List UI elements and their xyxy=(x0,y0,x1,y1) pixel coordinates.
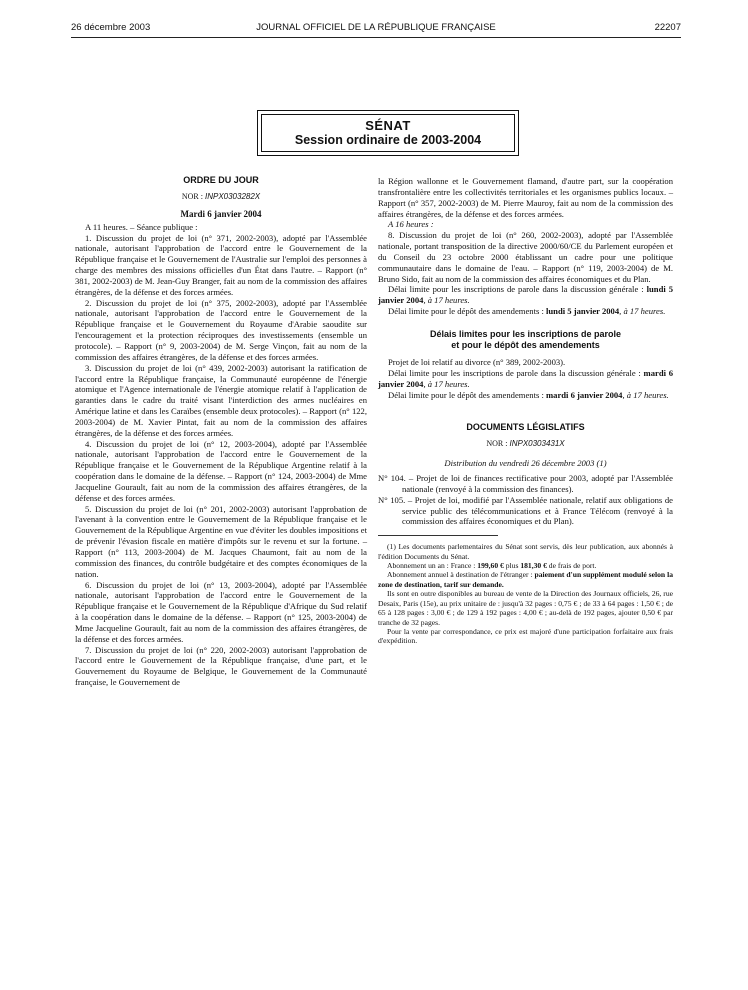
afternoon-time: A 16 heures : xyxy=(388,219,434,230)
footnote-mail-order: Pour la vente par correspondance, ce prix est majoré d'une participation forfaitaire aux frais d'expédition. xyxy=(378,626,673,646)
documents-heading: DOCUMENTS LÉGISLATIFS xyxy=(466,422,585,433)
documents-nor-code: INPX0303431X xyxy=(509,439,565,449)
agenda-item-7-continued: la Région wallonne et le Gouvernement flamand, d'autre part, sur la coopération transfrontalière entre les collectivités territoriales et les organismes publics locaux. – Rapport (n° 357, 2002-2003) de M. Pierre Mauroy, fait au nom de la commission des affaires étrangères, de la défense et des forces armées. xyxy=(378,176,673,219)
nor-code: INPX0303282X xyxy=(204,192,261,201)
senat-title: SÉNAT xyxy=(365,118,411,133)
ordre-du-jour-heading: ORDRE DU JOUR xyxy=(183,175,259,185)
footnote-abroad: Abonnement annuel à destination de l'étranger : paiement d'un supplément modulé selon la zone de destination, tarif sur demande. xyxy=(378,570,674,589)
distribution-line: Distribution du vendredi 26 décembre 2003 (1) xyxy=(444,458,607,469)
footnote-1: (1) Les documents parlementaires du Sénat sont servis, dès leur publication, aux abonnés à l'édition Documents du Sénat. xyxy=(378,542,673,561)
agenda-item-3: 3. Discussion du projet de loi (n° 439, 2002-2003) autorisant la ratification de l'accord entre la République française, la Communauté européenne de l'énergie atomique et l'Agence internationale de l'énergie atomique relatif à l'application de garanties dans le cadre du traité visant l'interdiction des armes nucléaires en Amérique latine et dans les Caraïbes (ensemble deux protocoles). – Rapport (n° 122, 2003-2004) de M. Xavier Pintat, fait au nom de la commission des affaires étrangères, de la défense et des forces armées. xyxy=(75,362,367,438)
header-date: 26 décembre 2003 xyxy=(71,22,151,33)
header-rule xyxy=(71,37,681,38)
document-item-104: N° 104. – Projet de loi de finances rectificative pour 2003, adopté par l'Assemblée nationale (renvoyé à la commission des finances). xyxy=(378,473,673,494)
deadline-speakers: Délai limite pour les inscriptions de parole dans la discussion générale : lundi 5 janvier 2004, à 17 heures. xyxy=(378,284,674,306)
deadline-amendments: Délai limite pour le dépôt des amendements : lundi 5 janvier 2004, à 17 heures. xyxy=(388,306,666,317)
footnote-subscription: Abonnement un an : France : 199,60 € plus 181,30 € de frais de port. xyxy=(387,561,597,571)
journal-title: JOURNAL OFFICIEL DE LA RÉPUBLIQUE FRANÇAISE xyxy=(256,22,496,33)
agenda-item-8: 8. Discussion du projet de loi (n° 260, 2002-2003), adopté par l'Assemblée nationale, portant transposition de la directive 2000/60/CE du Parlement européen et du Conseil du 23 octobre 2000 établissant un cadre pour une politique communautaire dans le domaine de l'eau. – Rapport (n° 119, 2003-2004) de M. Bruno Sido, fait au nom de la commission des affaires économiques et du Plan. xyxy=(378,230,673,284)
agenda-item-5: 5. Discussion du projet de loi (n° 201, 2002-2003) autorisant l'approbation de l'avenant à la convention entre le Gouvernement de la République française et le Gouvernement de la République Argentine en vue d'éviter les doubles impositions et de prévenir l'évasion fiscale en matière d'impôts sur le revenu et sur la fortune. – Rapport (n° 113, 2003-2004) de M. Jacques Chaumont, fait au nom de la commission des finances, du contrôle budgétaire et des comptes économiques de la nation. xyxy=(75,503,367,579)
divorce-bill: Projet de loi relatif au divorce (n° 389, 2002-2003). xyxy=(388,356,566,367)
session-date: Mardi 6 janvier 2004 xyxy=(180,208,262,219)
seance-line: A 11 heures. – Séance publique : xyxy=(85,221,198,232)
divorce-deadline-speakers: Délai limite pour les inscriptions de parole dans la discussion générale : mardi 6 janvier 2004, à 17 heures. xyxy=(378,367,674,389)
footnote-rule xyxy=(378,535,498,536)
agenda-item-4: 4. Discussion du projet de loi (n° 12, 2003-2004), adopté par l'Assemblée nationale, autorisant l'approbation de l'accord entre le Gouvernement de la République française et le Gouvernement de la République Argentine relatif à la coopération dans le domaine de la défense. – Rapport (n° 124, 2003-2004) de Mme Jacqueline Gourault, fait au nom de la commission des affaires étrangères, de la défense et des forces armées. xyxy=(75,438,367,503)
footnote-sales-office: Ils sont en outre disponibles au bureau de vente de la Direction des Journaux officiels, 26, rue Desaix, Paris (15e), au prix unitaire de : jusqu'à 32 pages : 0,75 € ; de 33 à 64 pages : 1,50 € ; de 65 à 128 pages : 3,00 € ; de 129 à 192 pages : 4,00 € ; au-delà de 192 pages, ajouter 0,50 € par tranche de 32 pages. xyxy=(378,589,673,627)
agenda-item-2: 2. Discussion du projet de loi (n° 375, 2002-2003), adopté par l'Assemblée nationale, autorisant l'approbation de l'accord entre le Gouvernement de la République française et le Gouvernement du Royaume d'Arabie saoudite sur l'encouragement et la protection réciproques des investissements (ensemble un protocole). – Rapport (n° 9, 2003-2004) de M. Serge Vinçon, fait au nom de la commission des affaires étrangères, de la défense et des forces armées. xyxy=(75,297,367,362)
senat-title-box xyxy=(257,110,519,156)
documents-nor-line: NOR : INPX0303431X xyxy=(486,439,565,449)
nor-line: NOR : INPX0303282X xyxy=(181,192,261,201)
divorce-deadline-amendments: Délai limite pour le dépôt des amendements : mardi 6 janvier 2004, à 17 heures. xyxy=(388,389,669,400)
agenda-item-7: 7. Discussion du projet de loi (n° 220, 2002-2003) autorisant l'approbation de l'accord entre le Gouvernement de la République française, d'une part, et le Gouvernement du Royaume de Belgique, le Gouvernement de la Communauté française, le Gouvernement de xyxy=(75,644,367,688)
delais-heading: Délais limites pour les inscriptions de parole et pour le dépôt des amendements xyxy=(429,328,622,350)
agenda-item-1: 1. Discussion du projet de loi (n° 371, 2002-2003), adopté par l'Assemblée nationale, autorisant l'approbation de l'accord entre le Gouvernement de la République française et le Gouvernement de l'Australie sur l'emploi des personnes à charge des membres des missions officielles d'un État dans l'autre. – Rapport (n° 381, 2002-2003) de M. Jean-Guy Branger, fait au nom de la commission des affaires étrangères, de la défense et des forces armées. xyxy=(75,232,367,297)
page-header xyxy=(71,22,681,36)
session-title: Session ordinaire de 2003-2004 xyxy=(294,133,482,147)
right-column xyxy=(378,176,673,646)
agenda-item-6: 6. Discussion du projet de loi (n° 13, 2003-2004), adopté par l'Assemblée nationale, autorisant l'approbation de l'accord entre le Gouvernement de la République française et le Gouvernement de la République d'Afrique du Sud relatif à la coopération dans le domaine de la défense. – Rapport (n° 125, 2003-2004) de Mme Jacqueline Gourault, fait au nom de la commission des affaires étrangères, de la défense et des forces armées. xyxy=(75,579,367,644)
left-column xyxy=(75,175,367,688)
document-item-105: N° 105. – Projet de loi, modifié par l'Assemblée nationale, relatif aux obligations de service public des télécommunications et à France Télécom (renvoyé à la commission des affaires économiques et du Plan). xyxy=(378,494,673,527)
page-number: 22207 xyxy=(654,22,681,33)
